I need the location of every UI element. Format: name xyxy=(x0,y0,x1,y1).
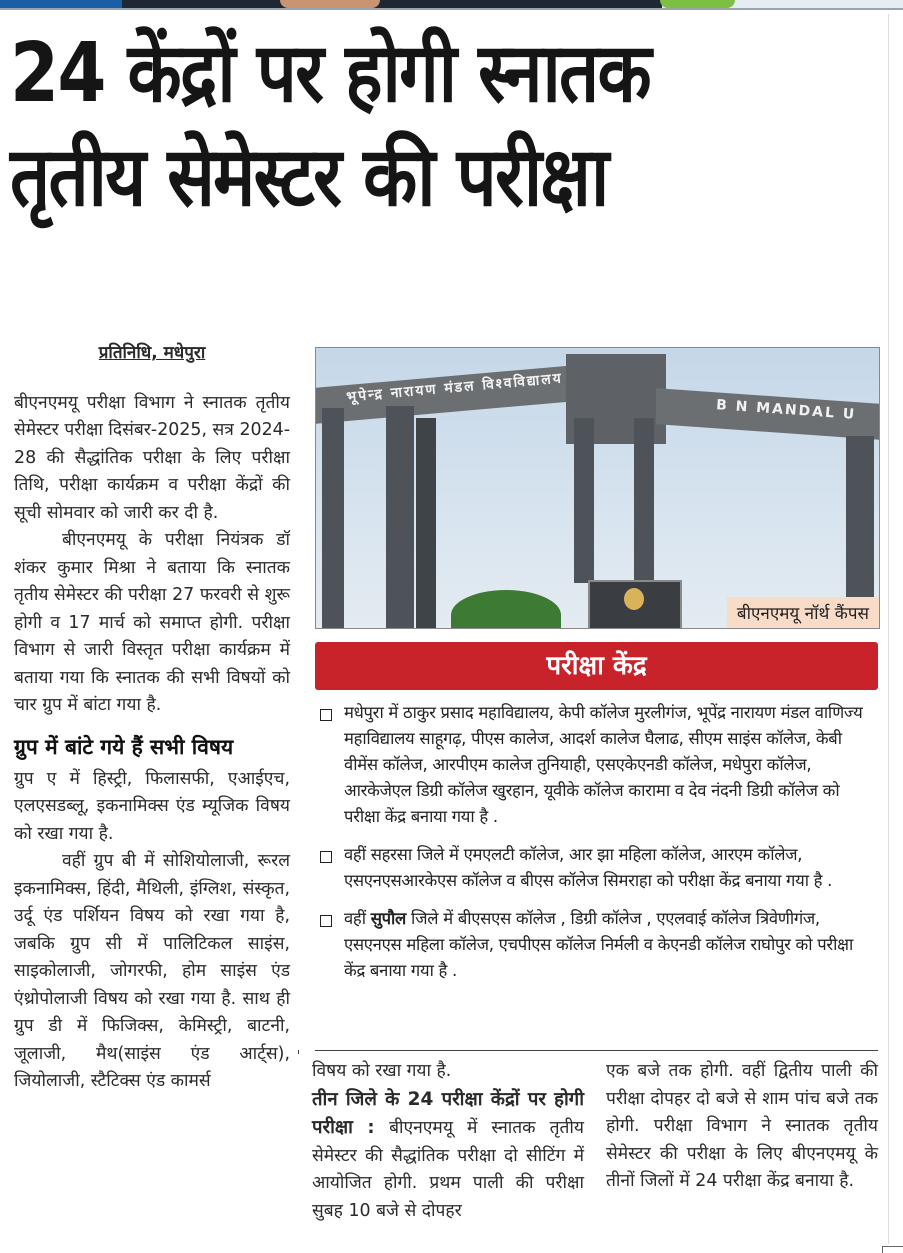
article-column-1 xyxy=(14,340,290,1096)
gate-pillar xyxy=(574,418,594,583)
list-item-district-bold: सुपौल xyxy=(370,909,407,928)
paragraph-intro: बीएनएमयू परीक्षा विभाग ने स्नातक तृतीय सेमेस्टर परीक्षा दिसंबर-2025, सत्र 2024-28 की सैद्धांतिक परीक्षा के लिए परीक्षा तिथि, परीक्षा कार्यक्रम व परीक्षा केंद्रों की सूची सोमवार को जारी कर दी है. xyxy=(14,392,290,523)
list-item-text-post: जिले में बीएसएस कॉलेज , डिग्री कॉलेज , एएलवाई कॉलेज त्रिवेणीगंज, एसएनएस महिला कॉलेज, एचपीएस कॉलेज निर्मली व केएनडी कॉलेज राघोपुर को परीक्षा केंद्र बनाया गया है . xyxy=(344,909,854,980)
exam-centres-list xyxy=(318,700,878,996)
article-column-3 xyxy=(606,1058,878,1196)
headline xyxy=(10,22,750,230)
list-item-text: मधेपुरा में ठाकुर प्रसाद महाविद्यालय, केपी कॉलेज मुरलीगंज, भूपेंद्र नारायण मंडल वाणिज्य महाविद्यालय साहूगढ़, पीएस कालेज, आदर्श कालेज घैलाढ, सीएम साइंस कॉलेज, केबी वीमेंस कॉलेज, आरपीएम कालेज तुनियाही, एसएकेएनडी कॉलेज, मधेपुरा कॉलेज, आरकेजेएल डिग्री कॉलेज खुरहान, यूवीके कॉलेज कारामा व देव नंदनी डिग्री कॉलेज को परीक्षा केंद्र बनाया गया है . xyxy=(344,703,863,826)
campus-photo xyxy=(315,347,880,629)
page-corner-mark xyxy=(882,1246,903,1253)
byline: प्रतिनिधि, मधेपुरा xyxy=(98,343,206,363)
headline-line-2: तृतीय सेमेस्टर की परीक्षा xyxy=(10,130,608,225)
list-item-madhepura xyxy=(318,700,878,830)
photo-caption: बीएनएमयू नॉर्थ कैंपस xyxy=(727,597,879,628)
square-bullet-icon xyxy=(320,915,332,927)
headline-line-1: 24 केंद्रों पर होगी स्नातक xyxy=(10,26,650,121)
subheading-centres: तीन जिले के 24 परीक्षा केंद्रों पर होगी परीक्षा xyxy=(312,1088,584,1138)
paragraph-shifts: बीएनएमयू में स्नातक तृतीय सेमेस्टर की सैद्धांतिक परीक्षा दो सीटिंग में आयोजित होगी. प्रथम पाली की परीक्षा सुबह 10 बजे से दोपहर xyxy=(312,1118,584,1221)
subheading-groups: ग्रुप में बांटे गये हैं सभी विषय xyxy=(14,734,234,759)
subheading-separator: : xyxy=(352,1118,390,1138)
continued-text: विषय को रखा गया है. xyxy=(312,1061,452,1081)
strip-green-shape xyxy=(660,0,735,8)
paragraph-controller: बीएनएमयू के परीक्षा नियंत्रक डॉ शंकर कुमार मिश्रा ने बताया कि स्नातक तृतीय सेमेस्टर की परीक्षा 27 फरवरी से शुरू होगी व 17 मार्च को समाप्त होगी. परीक्षा विभाग से जारी विस्तृत परीक्षा कार्यक्रम में बताया गया कि स्नातक की सभी विषयों को चार ग्रुप में बांटा गया है. xyxy=(14,530,290,715)
column-divider-tick xyxy=(298,1050,299,1054)
tree xyxy=(451,590,561,629)
top-photo-strip xyxy=(0,0,903,10)
exam-centres-title: परीक्षा केंद्र xyxy=(315,642,878,690)
article-column-2 xyxy=(312,1058,584,1225)
gate-pillar xyxy=(322,408,344,628)
list-item-text-pre: वहीं xyxy=(344,909,371,928)
gate-pillar xyxy=(386,406,414,628)
square-bullet-icon xyxy=(320,851,332,863)
strip-dark-block xyxy=(122,0,662,8)
gate-sign-hindi: भूपेन्द्र नारायण मंडल विश्वविद्यालय xyxy=(345,370,564,406)
gate-pillar xyxy=(634,418,654,583)
paragraph-group-a: ग्रुप ए में हिस्ट्री, फिलासफी, एआईएच, एलएसडब्लू, इकनामिक्स एंड म्यूजिक विषय को रखा गया है. xyxy=(14,768,290,844)
gate-pillar xyxy=(416,418,436,628)
list-item-saharsa xyxy=(318,842,878,894)
gate-sign-english: B N MANDAL U xyxy=(715,397,857,423)
square-bullet-icon xyxy=(320,709,332,721)
section-divider xyxy=(315,1050,878,1051)
statue-bust xyxy=(624,588,644,610)
statue-plaque xyxy=(588,580,682,629)
strip-blue-block xyxy=(0,0,122,8)
list-item-supaul xyxy=(318,906,878,984)
strip-face-crop xyxy=(280,0,380,8)
page-margin-edge xyxy=(888,14,903,1244)
paragraph-group-bcd: वहीं ग्रुप बी में सोशियोलाजी, रूरल इकनामिक्स, हिंदी, मैथिली, इंग्लिश, संस्कृत, उर्दू एंड पर्शियन विषय को रखा गया है, जबकि ग्रुप सी में पालिटिकल साइंस, साइकोलाजी, जोगरफी, होम साइंस एंड एंथ्रोपोलाजी विषय को रखा गया है. साथ ही ग्रुप डी में फिजिक्स, केमिस्ट्री, बाटनी, जूलाजी, मैथ(साइंस एंड आर्ट्स), जियोलाजी, स्टैटिक्स एंड कामर्स xyxy=(14,851,290,1091)
list-item-text: वहीं सहरसा जिले में एमएलटी कॉलेज, आर झा महिला कॉलेज, आरएम कॉलेज, एसएनएसआरकेएस कॉलेज व बीएस कॉलेज सिमराहा को परीक्षा केंद्र बनाया गया है . xyxy=(344,845,833,890)
paragraph-second-shift: एक बजे तक होगी. वहीं द्वितीय पाली की परीक्षा दोपहर दो बजे से शाम पांच बजे तक होगी. परीक्षा विभाग ने स्नातक तृतीय सेमेस्टर की परीक्षा के लिए बीएनएमयू के तीनों जिलों में 24 परीक्षा केंद्र बनाया है. xyxy=(606,1061,878,1191)
